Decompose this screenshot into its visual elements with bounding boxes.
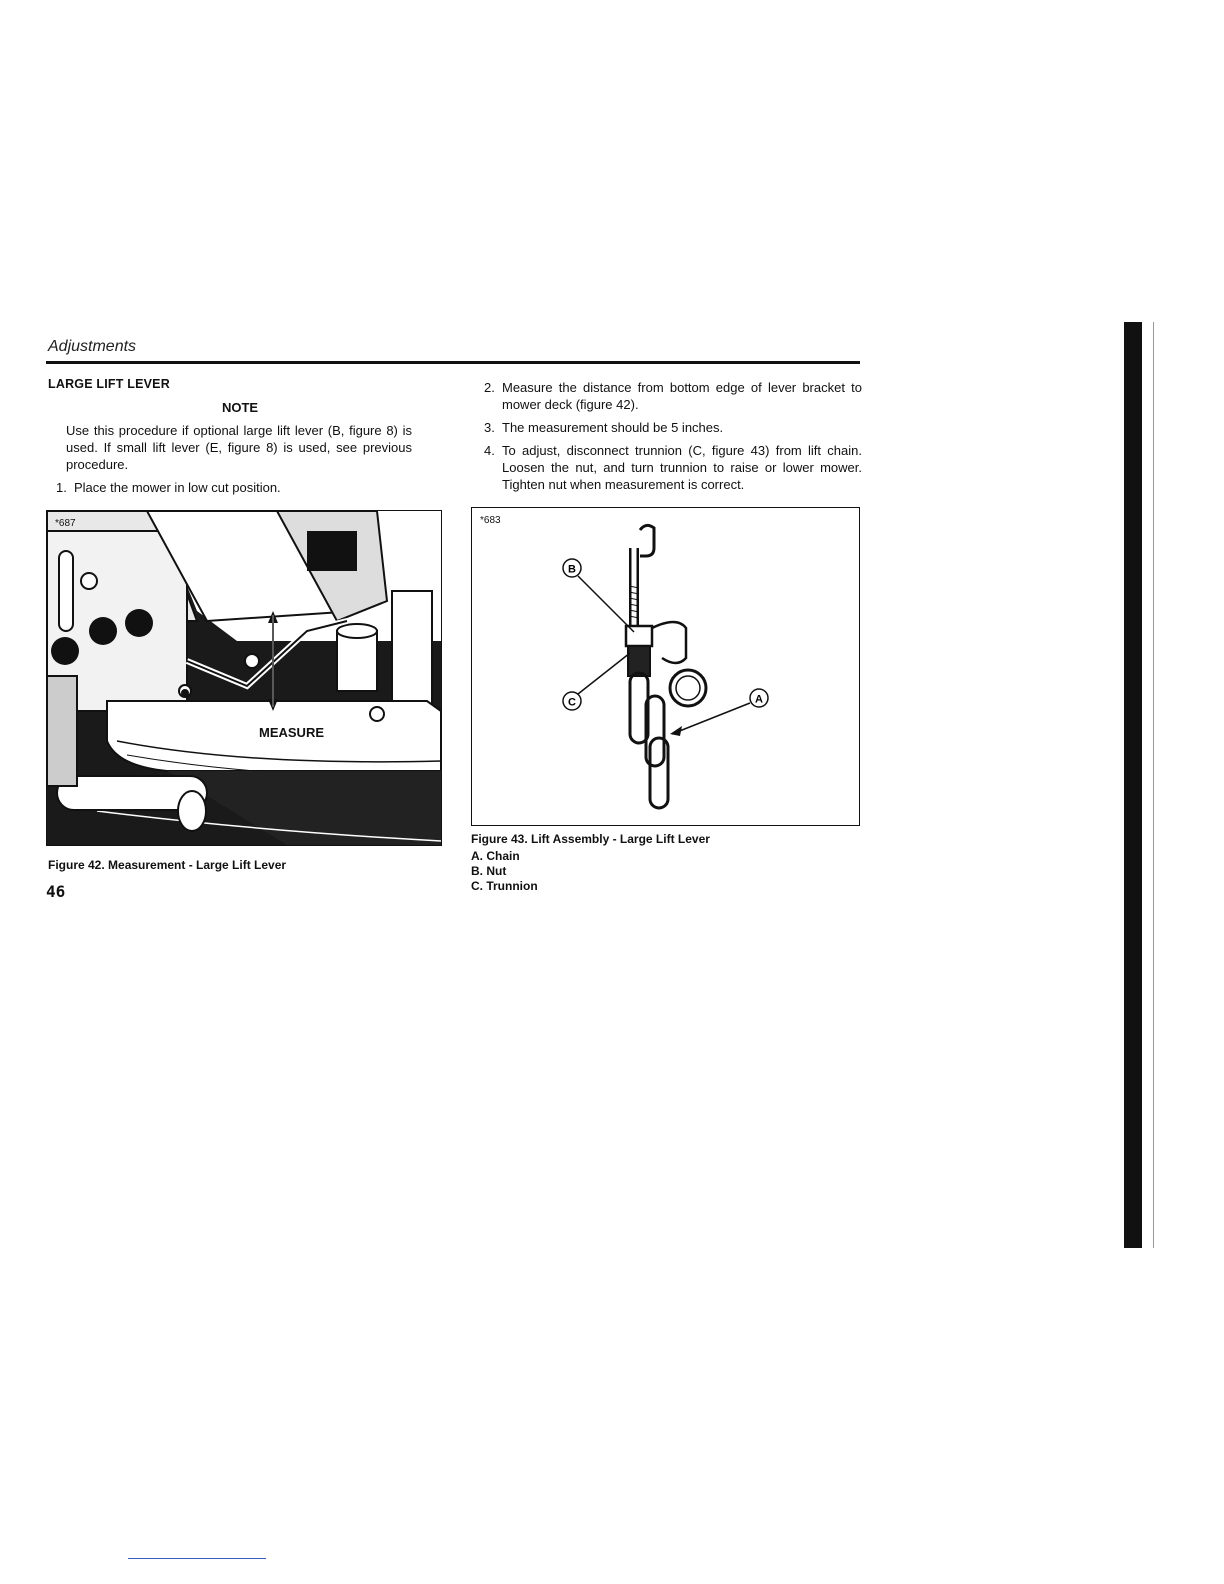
lift-assembly-drawing xyxy=(472,508,859,825)
step-number: 3. xyxy=(484,420,495,435)
figure-43-illustration xyxy=(471,507,860,826)
procedure-heading: LARGE LIFT LEVER xyxy=(48,377,170,391)
step-number: 4. xyxy=(484,443,495,458)
page-number: 46 xyxy=(46,882,66,901)
callout-c: C xyxy=(568,696,576,709)
step-4 xyxy=(484,442,862,493)
legend-item: C. Trunnion xyxy=(471,879,538,893)
binding-edge xyxy=(1124,322,1142,1248)
step-text: The measurement should be 5 inches. xyxy=(502,420,724,435)
figure-43-caption: Figure 43. Lift Assembly - Large Lift Lever xyxy=(471,832,710,846)
figure-number: *687 xyxy=(55,518,76,529)
figure-43-legend xyxy=(471,849,538,894)
legend-item: B. Nut xyxy=(471,864,507,878)
step-text: Measure the distance from bottom edge of lever bracket to mower deck (figure 42). xyxy=(502,380,862,412)
measure-label: MEASURE xyxy=(259,725,325,740)
step-text: To adjust, disconnect trunnion (C, figure 43) from lift chain. Loosen the nut, and turn trunnion to raise or lower mower. Tighten nut when measurement is correct. xyxy=(502,443,862,492)
step-number: 1. xyxy=(56,480,67,495)
header-rule xyxy=(46,361,860,364)
step-3 xyxy=(484,419,862,436)
note-body: Use this procedure if optional large lift lever (B, figure 8) is used. If small lift lever (E, figure 8) is used, see previous procedure. xyxy=(66,423,412,472)
legend-item: A. Chain xyxy=(471,849,520,863)
figure-number: *683 xyxy=(480,515,501,526)
callout-a: A xyxy=(755,693,763,706)
binding-edge-line xyxy=(1153,322,1154,1248)
figure-42-caption: Figure 42. Measurement - Large Lift Lever xyxy=(48,858,287,872)
section-title: Adjustments xyxy=(48,338,137,355)
callout-b: B xyxy=(568,563,576,576)
step-text: Place the mower in low cut position. xyxy=(74,480,281,495)
step-2 xyxy=(484,379,862,413)
mower-deck-drawing xyxy=(47,511,441,845)
bottom-rule xyxy=(128,1558,266,1559)
step-1 xyxy=(56,479,416,496)
figure-42-illustration xyxy=(46,510,442,846)
step-number: 2. xyxy=(484,380,495,395)
note-heading: NOTE xyxy=(221,400,259,415)
